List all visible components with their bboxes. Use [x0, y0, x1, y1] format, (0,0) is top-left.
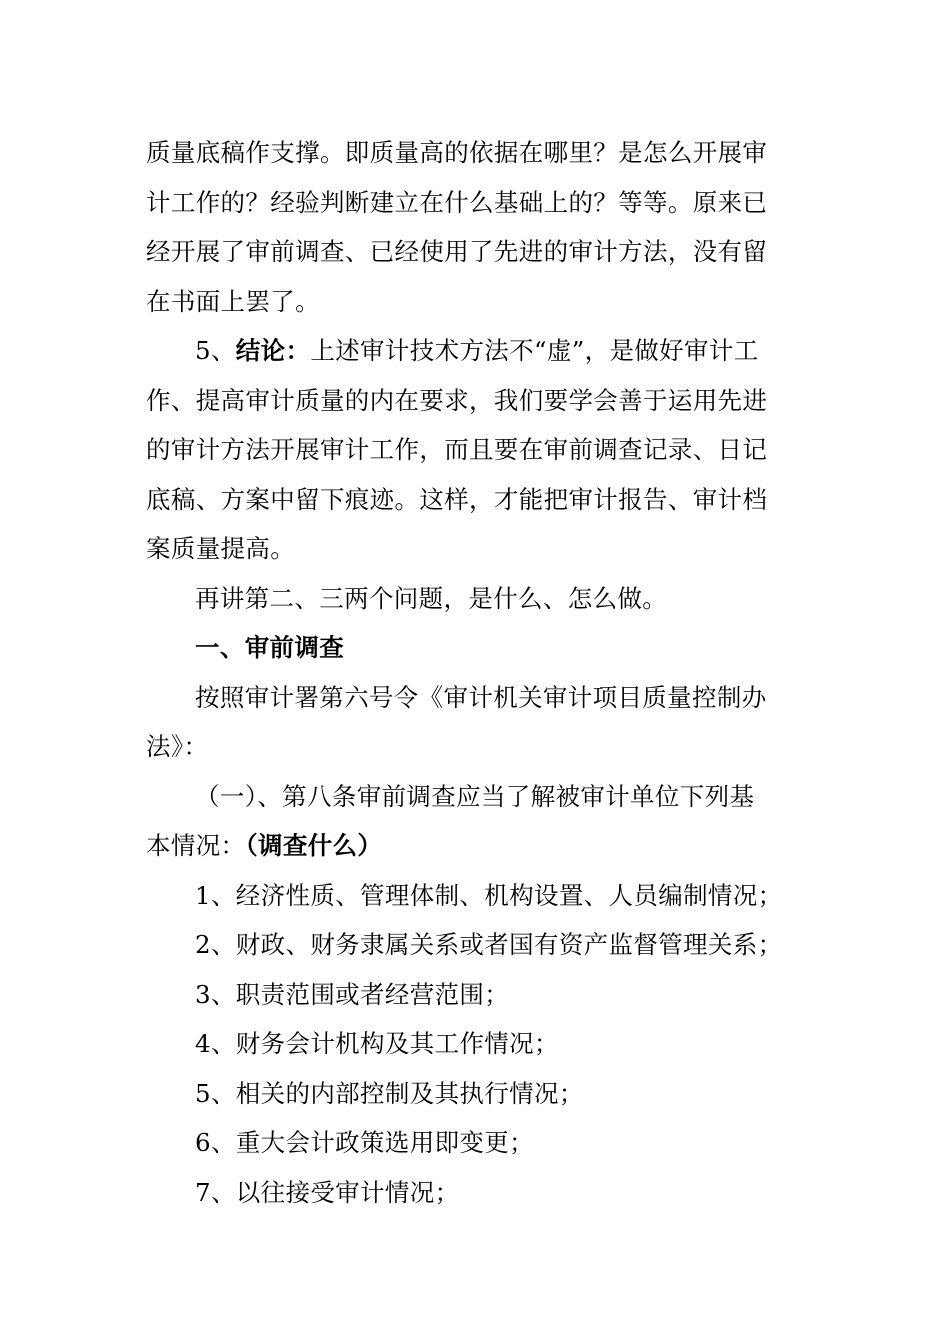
list-item: 3、职责范围或者经营范围；: [195, 979, 510, 1009]
reference-line: 按照审计署第六号令《审计机关审计项目质量控制办: [195, 682, 767, 712]
article-text: 本情况：: [146, 831, 246, 860]
list-item: 6、重大会计政策选用即变更；: [195, 1128, 534, 1157]
conclusion-label: 结论：: [235, 336, 311, 365]
text-line: 在书面上罢了。: [146, 286, 320, 316]
article-line-2: [146, 821, 810, 871]
list-item: 1、经济性质、管理体制、机构设置、人员编制情况；: [195, 880, 783, 910]
conclusion-number: 5、: [195, 336, 236, 365]
list-item: 5、相关的内部控制及其执行情况；: [195, 1078, 584, 1108]
text-line: 计工作的？经验判断建立在什么基础上的？等等。原来已: [146, 187, 768, 217]
list-item: 4、财务会计机构及其工作情况；: [195, 1029, 559, 1058]
reference-line: 法》：: [146, 732, 209, 761]
text-line: 底稿、方案中留下痕迹。这样，才能把审计报告、审计档: [146, 484, 768, 514]
transition-paragraph: 再讲第二、三两个问题，是什么、怎么做。: [195, 583, 668, 613]
article-line: （一）、第八条审前调查应当了解被审计单位下列基: [195, 781, 755, 811]
list-item: 7、以往接受审计情况；: [195, 1177, 460, 1207]
document-body: [146, 128, 810, 1217]
article-bold-note: （调查什么）: [245, 831, 383, 860]
text-line: 经开展了审前调查、已经使用了先进的审计方法，没有留: [146, 237, 768, 266]
conclusion-text: 上述审计技术方法不“虚”，是做好审计工: [310, 336, 759, 365]
text-line: 作、提高审计质量的内在要求，我们要学会善于运用先进: [146, 385, 768, 415]
conclusion-paragraph-start: [146, 326, 810, 376]
list-item: 2、财政、财务隶属关系或者国有资产监督管理关系；: [195, 930, 783, 959]
text-line: 的审计方法开展审计工作，而且要在审前调查记录、日记: [146, 435, 768, 464]
text-line: 案质量提高。: [146, 534, 296, 563]
text-line: 质量底稿作支撑。即质量高的依据在哪里？是怎么开展审: [146, 138, 768, 167]
section-heading: 一、审前调查: [195, 633, 345, 662]
